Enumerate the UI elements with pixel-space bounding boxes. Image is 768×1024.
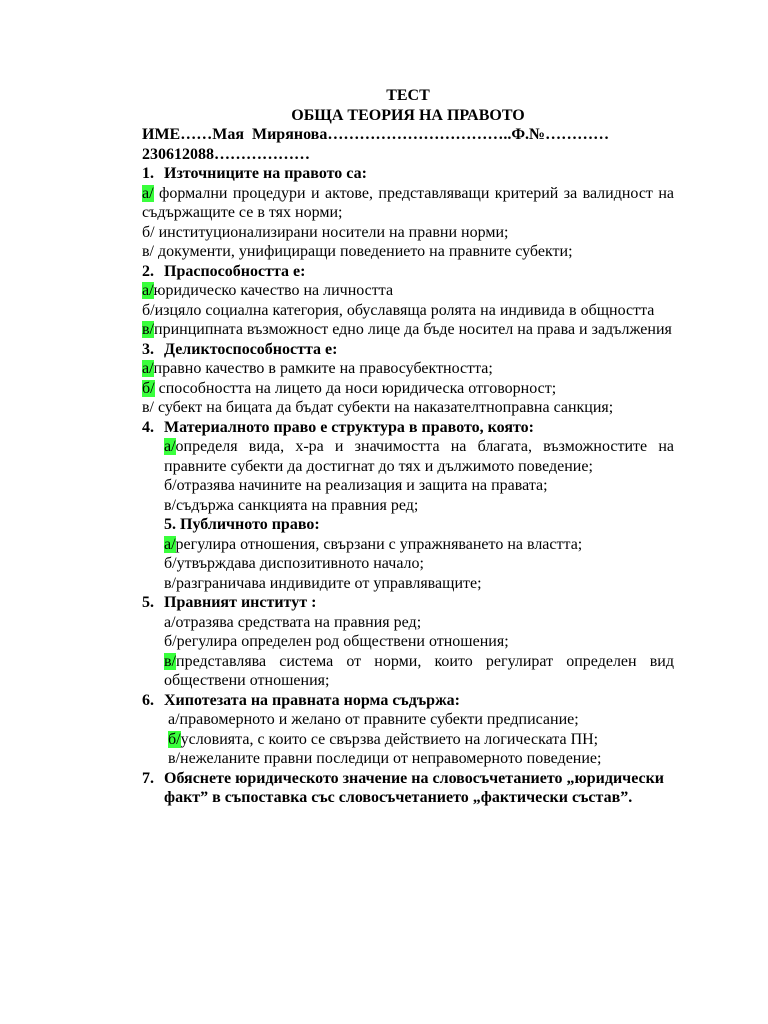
question-number: 4. [142, 418, 154, 436]
question-6 [142, 691, 674, 711]
question-5-public-law: 5. Публичното право: [164, 516, 320, 533]
answer-6a: а/правомерното и желано от правните субекти предписание; [168, 711, 579, 728]
answer-1a [142, 184, 674, 223]
question-1 [142, 164, 674, 184]
test-title: ТЕСТ [386, 87, 430, 104]
answer-text: представлява система от норми, които регулират определен вид обществени отношения; [164, 652, 674, 689]
answer-5a-b: б/утвърждава диспозитивното начало; [164, 555, 424, 572]
answer-3b [142, 379, 674, 399]
question-4 [142, 418, 674, 438]
answer-4b: б/отразява начините на реализация и защита на правата; [164, 477, 548, 494]
answer-4c: в/съдържа санкцията на правния ред; [164, 496, 419, 514]
selected-answer-marker: а/ [164, 535, 176, 553]
answer-2c [142, 320, 674, 340]
answer-6c: в/нежеланите правни последици от неправомерното поведение; [168, 750, 602, 767]
answer-3c: в/ субект на бицата да бъдат субекти на наказателтноправна санкция; [142, 399, 614, 416]
answer-6b [142, 730, 674, 750]
faculty-number-line: 230612088……………… [142, 145, 310, 163]
answer-text: юридическо качество на личността [153, 282, 394, 299]
answer-2a [142, 281, 674, 301]
answer-1c: в/ документи, унифициращи поведението на правните субекти; [142, 243, 573, 260]
question-5-legal-institute [142, 593, 674, 613]
question-text: Хипотезата на правната норма съдържа: [164, 691, 460, 709]
answer-5a-a [142, 535, 674, 555]
selected-answer-marker: в/ [142, 321, 154, 338]
question-number: 7. [142, 769, 154, 787]
question-7 [142, 769, 674, 808]
answer-text: определя вида, х-ра и значимостта на благата, възможностите на правните субекти да достигнат до тях и дължимото поведение; [164, 438, 674, 475]
answer-text: условията, с които се свързва действието на логическата ПН; [180, 730, 599, 748]
question-number: 1. [142, 165, 154, 182]
answer-5b-c [142, 652, 674, 691]
question-text: Материалното право е структура в правото, която: [164, 418, 534, 436]
test-content [142, 86, 674, 808]
selected-answer-marker: а/ [142, 184, 154, 202]
question-text: Праспособността е: [164, 262, 306, 280]
test-subtitle: ОБЩА ТЕОРИЯ НА ПРАВОТО [291, 106, 525, 124]
answer-5b-a: а/отразява средствата на правния ред; [164, 613, 422, 631]
question-2 [142, 262, 674, 282]
answer-text: принципната възможност едно лице да бъде носител на права и задължения [154, 321, 672, 338]
answer-text: формални процедури и актове, представляващи критерий за валидност на съдържащите се в тях норми; [142, 184, 674, 221]
answer-2b: б/изцяло социална категория, обуславяща ролята на индивида в общността [142, 301, 655, 319]
question-text: Правният институт : [164, 594, 317, 611]
selected-answer-marker: а/ [142, 282, 154, 299]
question-text: Източниците на правото са: [164, 165, 367, 182]
question-number: 3. [142, 340, 154, 358]
selected-answer-marker: б/ [168, 730, 181, 748]
selected-answer-marker: а/ [164, 438, 176, 455]
question-text: Деликтоспособността е: [164, 340, 338, 358]
answer-text: регулира отношения, свързани с упражняването на властта; [175, 535, 583, 553]
selected-answer-marker: б/ [142, 379, 155, 397]
answer-3a [142, 359, 674, 379]
answer-text: способността на лицето да носи юридическа отговорност; [154, 379, 557, 397]
answer-1b: б/ институционализирани носители на правни норми; [142, 223, 509, 241]
question-number: 6. [142, 691, 154, 709]
answer-5b-b: б/регулира определен род обществени отношения; [164, 633, 509, 650]
selected-answer-marker: в/ [164, 652, 176, 670]
question-number: 5. [142, 594, 154, 611]
question-text: Обяснете юридическото значение на словосъчетанието „юридически факт” в съпоставка със словосъчетанието „фактически състав”. [164, 769, 665, 806]
answer-4a [142, 437, 674, 476]
question-3 [142, 340, 674, 360]
answer-text: правно качество в рамките на правосубектността; [153, 360, 493, 377]
student-name-line: ИМЕ……Мая Мирянова……………………………..Ф.№………… [142, 126, 610, 143]
selected-answer-marker: а/ [142, 360, 154, 377]
question-number: 2. [142, 262, 154, 280]
answer-5a-c: в/разграничава индивидите от управляващите; [164, 574, 482, 592]
